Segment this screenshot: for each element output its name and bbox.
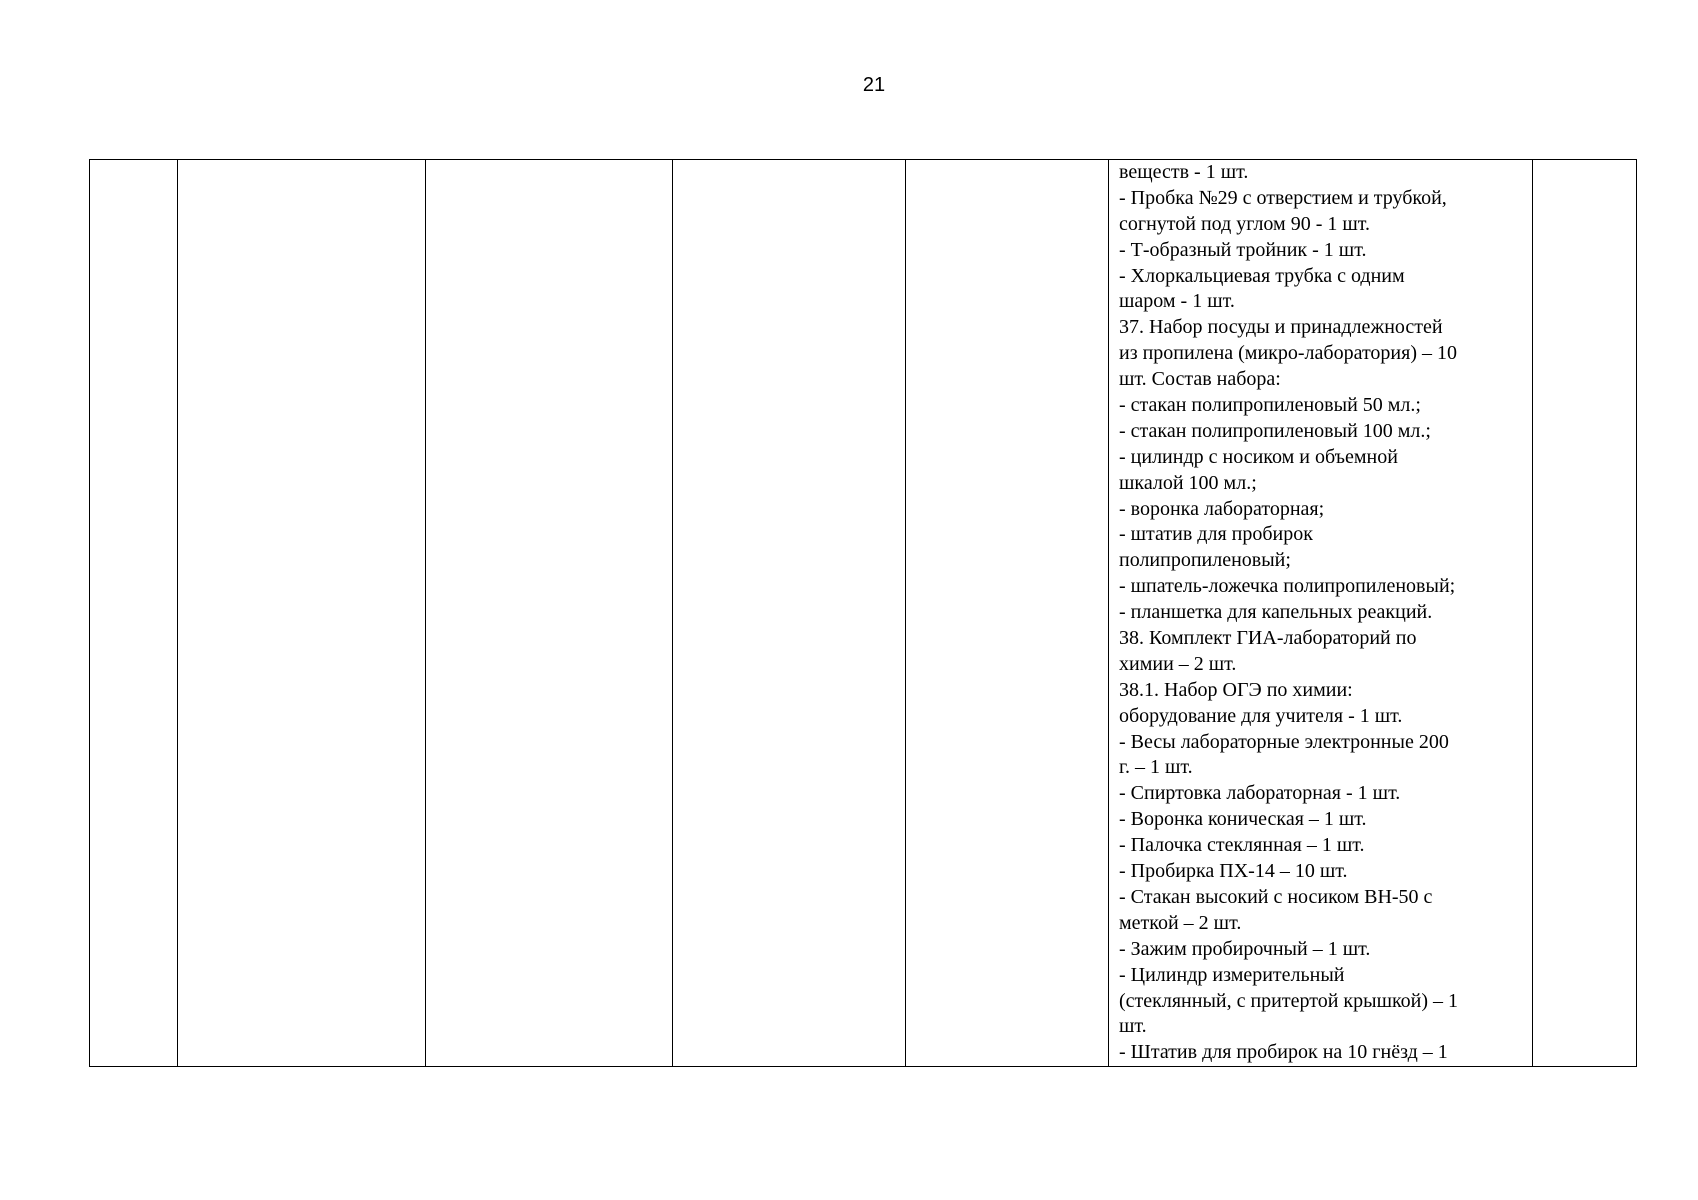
list-item: из пропилена (микро-лаборатория) – 10 — [1119, 342, 1457, 365]
list-item: - Стакан высокий с носиком ВН-50 с — [1119, 885, 1433, 908]
list-item: - Палочка стеклянная – 1 шт. — [1119, 834, 1365, 857]
list-item: - Штатив для пробирок на 10 гнёзд – 1 — [1119, 1041, 1448, 1064]
table-cell-equipment-list — [1109, 160, 1533, 1067]
table-cell-7 — [1533, 160, 1637, 1067]
page-number: 21 — [862, 74, 886, 96]
list-item: - Т-образный тройник - 1 шт. — [1119, 238, 1367, 261]
list-item: - Цилиндр измерительный — [1119, 963, 1345, 986]
list-item: химии – 2 шт. — [1119, 652, 1237, 675]
equipment-table — [89, 159, 1637, 1067]
list-item: веществ - 1 шт. — [1119, 161, 1249, 183]
list-item: (стеклянный, с притертой крышкой) – 1 — [1119, 989, 1459, 1012]
list-item: шт. Состав набора: — [1119, 368, 1281, 391]
table-cell-4 — [673, 160, 906, 1067]
list-item: шкалой 100 мл.; — [1119, 471, 1257, 494]
list-item: - штатив для пробирок — [1119, 523, 1313, 546]
list-item: 37. Набор посуды и принадлежностей — [1119, 316, 1443, 339]
table-cell-5 — [906, 160, 1109, 1067]
list-item: - Пробирка ПХ-14 – 10 шт. — [1119, 860, 1348, 883]
list-item: - шпатель-ложечка полипропиленовый; — [1119, 575, 1456, 598]
list-item: оборудование для учителя - 1 шт. — [1119, 704, 1403, 727]
equipment-list — [1119, 160, 1524, 1066]
list-item: - воронка лабораторная; — [1119, 497, 1325, 520]
list-item: - планшетка для капельных реакций. — [1119, 601, 1433, 624]
table-cell-1 — [90, 160, 178, 1067]
list-item: - Спиртовка лабораторная - 1 шт. — [1119, 782, 1401, 805]
list-item: г. – 1 шт. — [1119, 756, 1193, 779]
list-item: шт. — [1119, 1015, 1147, 1038]
list-item: - Пробка №29 с отверстием и трубкой, — [1119, 186, 1447, 209]
list-item: шаром - 1 шт. — [1119, 290, 1235, 313]
list-item: - Зажим пробирочный – 1 шт. — [1119, 937, 1371, 960]
list-item: согнутой под углом 90 - 1 шт. — [1119, 212, 1371, 235]
list-item: 38.1. Набор ОГЭ по химии: — [1119, 678, 1353, 701]
list-item: - Воронка коническая – 1 шт. — [1119, 808, 1367, 831]
list-item: - Хлоркальциевая трубка с одним — [1119, 264, 1405, 287]
table-cell-3 — [426, 160, 673, 1067]
list-item: 38. Комплект ГИА-лабораторий по — [1119, 627, 1417, 650]
list-item: - стакан полипропиленовый 100 мл.; — [1119, 419, 1431, 442]
table-row — [90, 160, 1637, 1067]
list-item: - цилиндр с носиком и объемной — [1119, 445, 1398, 468]
table-cell-2 — [178, 160, 426, 1067]
list-item: - Весы лабораторные электронные 200 — [1119, 730, 1449, 753]
list-item: - стакан полипропиленовый 50 мл.; — [1119, 394, 1421, 417]
list-item: полипропиленовый; — [1119, 549, 1291, 572]
list-item: меткой – 2 шт. — [1119, 911, 1242, 934]
